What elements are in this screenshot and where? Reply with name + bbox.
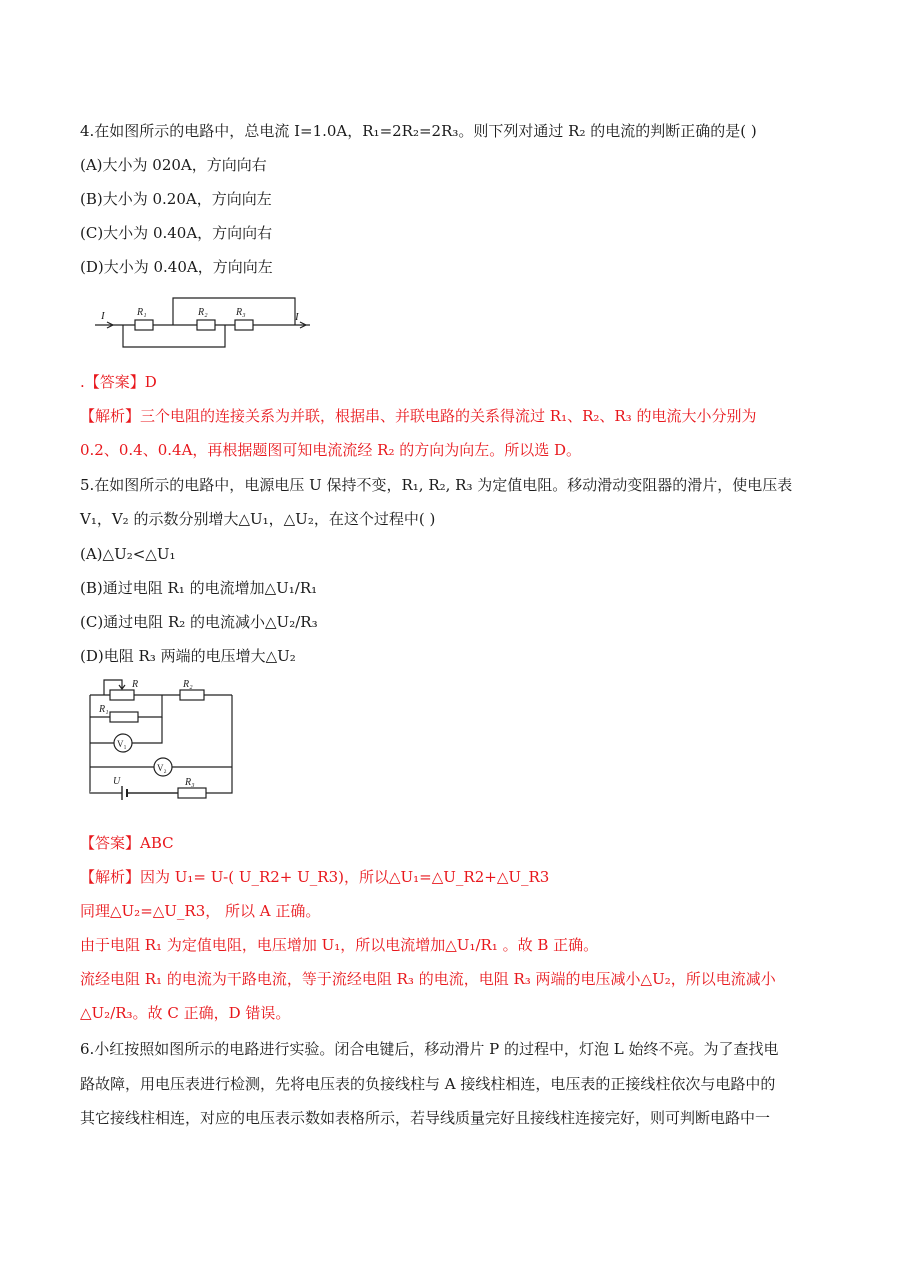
q5-r3-resistor bbox=[178, 788, 206, 798]
q4-label-r1: R₁ bbox=[137, 307, 147, 318]
q4-analysis-line-1: 【解析】三个电阻的连接关系为并联，根据串、并联电路的关系得流过 R₁、R₂、R₃ 的电流大小分别为 bbox=[80, 407, 757, 425]
q5-label-v2: V₂ bbox=[157, 763, 167, 773]
q5-analysis-line-2: 同理△U₂=△U_R3， 所以 A 正确。 bbox=[80, 902, 321, 920]
q5-option-d: (D)电阻 R₃ 两端的电压增大△U₂ bbox=[80, 647, 296, 665]
q5-option-b: (B)通过电阻 R₁ 的电流增加△U₁/R₁ bbox=[80, 579, 318, 597]
q6-stem-line-3: 其它接线柱相连，对应的电压表示数如表格所示，若导线质量完好且接线柱连接完好，则可判断电路中一 bbox=[80, 1109, 771, 1127]
q4-answer: .【答案】D bbox=[80, 373, 157, 391]
q5-analysis-line-3: 由于电阻 R₁ 为定值电阻，电压增加 U₁，所以电流增加△U₁/R₁ 。故 B 正确。 bbox=[80, 936, 599, 954]
q5-stem-line-2: V₁，V₂ 的示数分别增大△U₁，△U₂，在这个过程中( ) bbox=[80, 510, 436, 528]
q4-r2-resistor bbox=[197, 320, 215, 330]
q4-label-r2: R₂ bbox=[198, 307, 208, 318]
q5-label-r3: R₃ bbox=[185, 777, 195, 788]
q4-label-current-out: I bbox=[295, 311, 299, 323]
q5-label-r1: R₁ bbox=[99, 704, 109, 715]
q4-option-a: (A)大小为 020A，方向向右 bbox=[80, 156, 267, 174]
q4-stem: 4.在如图所示的电路中，总电流 I=1.0A，R₁=2R₂=2R₃。则下列对通过 R₂ 的电流的判断正确的是( ) bbox=[80, 122, 757, 140]
q4-analysis-line-2: 0.2、0.4、0.4A，再根据题图可知电流流经 R₂ 的方向为向左。所以选 D。 bbox=[80, 441, 582, 459]
q5-option-a: (A)△U₂<△U₁ bbox=[80, 545, 176, 563]
q5-stem-line-1: 5.在如图所示的电路中，电源电压 U 保持不变，R₁, R₂, R₃ 为定值电阻。移动滑动变阻器的滑片，使电压表 bbox=[80, 476, 793, 494]
q5-label-u: U bbox=[113, 776, 121, 787]
q5-r1-resistor bbox=[110, 712, 138, 722]
q4-r3-resistor bbox=[235, 320, 253, 330]
q5-analysis-line-1: 【解析】因为 U₁= U-( U_R2+ U_R3)，所以△U₁=△U_R2+△U_R3 bbox=[80, 868, 550, 886]
q5-answer: 【答案】ABC bbox=[80, 834, 174, 852]
q4-label-r3: R₃ bbox=[236, 307, 246, 318]
q6-stem-line-1: 6.小红按照如图所示的电路进行实验。闭合电键后，移动滑片 P 的过程中，灯泡 L 始终不亮。为了查找电 bbox=[80, 1040, 779, 1058]
q5-analysis-line-5: △U₂/R₃。故 C 正确，D 错误。 bbox=[80, 1004, 291, 1022]
q5-label-v1: V₁ bbox=[117, 739, 127, 749]
q4-option-b: (B)大小为 0.20A，方向向左 bbox=[80, 190, 272, 208]
q5-label-r: R bbox=[132, 679, 139, 690]
q5-circuit-diagram bbox=[82, 675, 242, 800]
q5-r2-resistor bbox=[180, 690, 204, 700]
q5-rheostat-r bbox=[110, 690, 134, 700]
q5-option-c: (C)通过电阻 R₂ 的电流减小△U₂/R₃ bbox=[80, 613, 318, 631]
q5-analysis-line-4: 流经电阻 R₁ 的电流为干路电流，等于流经电阻 R₃ 的电流，电阻 R₃ 两端的电压减小△U₂，所以电流减小 bbox=[80, 970, 776, 988]
q6-stem-line-2: 路故障，用电压表进行检测，先将电压表的负接线柱与 A 接线柱相连，电压表的正接线柱依次与电路中的 bbox=[80, 1075, 776, 1093]
q4-label-current-in: I bbox=[101, 310, 105, 322]
q4-r1-resistor bbox=[135, 320, 153, 330]
q4-circuit-diagram bbox=[85, 290, 325, 355]
q4-option-d: (D)大小为 0.40A，方向向左 bbox=[80, 258, 273, 276]
q4-option-c: (C)大小为 0.40A，方向向右 bbox=[80, 224, 273, 242]
q5-label-r2: R₂ bbox=[183, 679, 193, 690]
